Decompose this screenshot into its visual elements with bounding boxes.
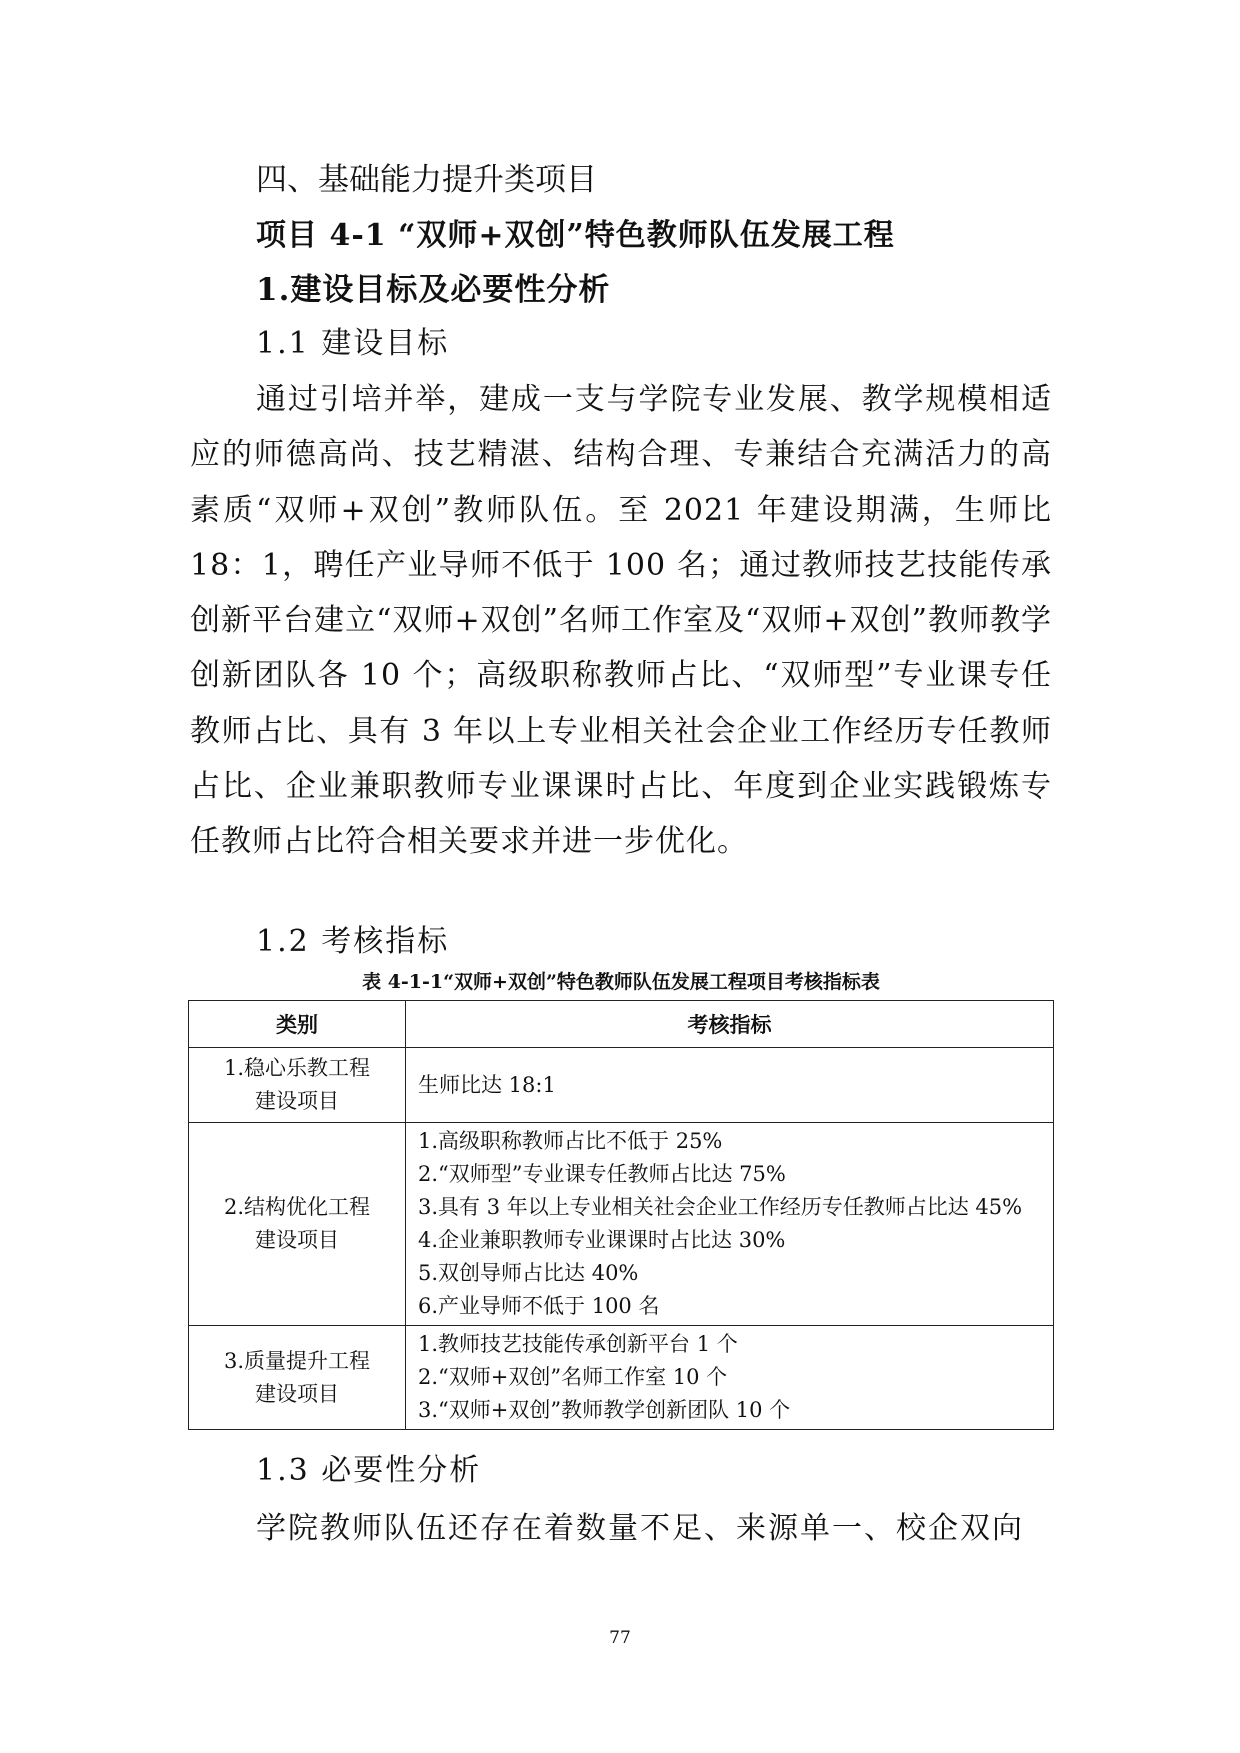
row-indicators [406, 1048, 1054, 1123]
indicator-line: 5.双创导师占比达 40% [418, 1261, 639, 1285]
table-row [189, 1123, 1054, 1326]
goal-heading: 1.1 建设目标 [256, 326, 450, 361]
category-line: 2.结构优化工程 [223, 1195, 371, 1219]
section-title: 四、基础能力提升类项目 [256, 162, 597, 198]
category-line: 1.稳心乐教工程 [223, 1056, 371, 1080]
goal-paragraph: 通过引培并举，建成一支与学院专业发展、教学规模相适应的师德高尚、技艺精湛、结构合理、专兼结合充满活力的高素质“双师+双创”教师队伍。至 2021 年建设期满，生师比 18：1，聘任产业导师不低于 100 名；通过教师技艺技能传承创新平台建立“双师+双创”名师工作室及“双师+双创”教师教学创新团队各 10 个；高级职称教师占比、“双师型”专业课专任教师占比、具有 3 年以上专业相关社会企业工作经历专任教师占比、企业兼职教师专业课课时占比、年度到企业实践锻炼专任教师占比符合相关要求并进一步优化。 [190, 382, 1052, 860]
indicator-line: 1.教师技艺技能传承创新平台 1 个 [418, 1332, 738, 1356]
necessity-paragraph: 学院教师队伍还存在着数量不足、来源单一、校企双向 [256, 1511, 1024, 1546]
category-line: 建设项目 [255, 1381, 339, 1406]
row-category [189, 1048, 406, 1123]
indicator-line: 2.“双师+双创”名师工作室 10 个 [418, 1365, 728, 1389]
row-category [189, 1326, 406, 1430]
table-row [189, 1326, 1054, 1430]
row-indicators [406, 1326, 1054, 1430]
category-line: 建设项目 [255, 1089, 339, 1113]
table-row [189, 1048, 1054, 1123]
kpi-table [188, 1000, 1054, 1430]
indicator-line: 6.产业导师不低于 100 名 [418, 1294, 660, 1318]
indicator-line: 2.“双师型”专业课专任教师占比达 75% [418, 1162, 786, 1186]
indicator-line: 生师比达 18:1 [418, 1072, 556, 1097]
indicator-line: 4.企业兼职教师专业课课时占比达 30% [418, 1228, 786, 1252]
project-title: 项目 4-1 “双师+双创”特色教师队伍发展工程 [256, 218, 895, 253]
header-category: 类别 [189, 1001, 406, 1048]
kpi-heading: 1.2 考核指标 [256, 924, 450, 959]
indicator-line: 3.“双师+双创”教师教学创新团队 10 个 [418, 1398, 791, 1422]
indicator-line: 1.高级职称教师占比不低于 25% [418, 1129, 723, 1153]
subsection-title: 1.建设目标及必要性分析 [256, 272, 611, 308]
category-line: 建设项目 [255, 1228, 339, 1252]
table-header-row [189, 1001, 1054, 1048]
table-caption: 表 4-1-1“双师+双创”特色教师队伍发展工程项目考核指标表 [362, 971, 880, 993]
indicator-line: 3.具有 3 年以上专业相关社会企业工作经历专任教师占比达 45% [418, 1195, 1023, 1219]
row-indicators [406, 1123, 1054, 1326]
page-number: 77 [609, 1628, 631, 1648]
row-category [189, 1123, 406, 1326]
category-line: 3.质量提升工程 [223, 1348, 371, 1373]
header-indicators: 考核指标 [406, 1001, 1054, 1048]
necessity-heading: 1.3 必要性分析 [256, 1453, 482, 1488]
